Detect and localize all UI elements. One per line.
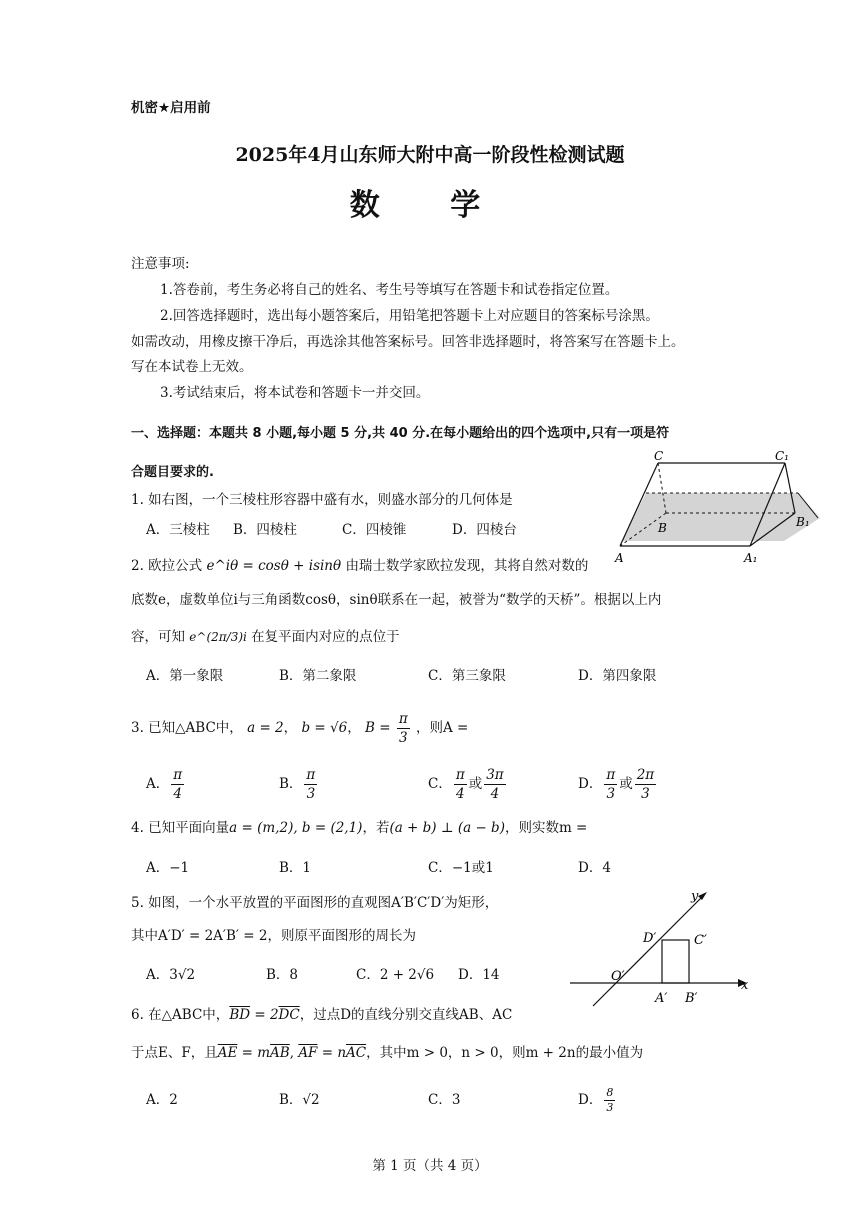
euler-formula: e^iθ = cosθ + isinθ — [206, 558, 342, 574]
q2-line2: 底数e，虚数单位i与三角函数cosθ，sinθ联系在一起，被誉为“数学的天桥”。根据以上内 — [131, 592, 662, 608]
q6-vec-ac: $\overline{AC}$ — [346, 1045, 367, 1061]
section1-heading-cont: 合题目要求的. — [131, 465, 214, 480]
q1-stem: 1. 如右图，一个三棱柱形容器中盛有水，则盛水部分的几何体是 — [131, 492, 513, 508]
notice-item-1: 1.答卷前，考生务必将自己的姓名、考生号等填写在答题卡和试卷指定位置。 — [160, 282, 619, 298]
q6-option-d — [578, 1080, 617, 1120]
page-footer: 第 1 页（共 4 页） — [372, 1158, 488, 1174]
q3-option-d-label: D． — [578, 776, 603, 792]
q3-option-d — [578, 764, 658, 804]
q3-option-b-label: B． — [279, 776, 303, 792]
q6-d-den: 3 — [606, 1101, 614, 1114]
q2-line3 — [131, 627, 400, 647]
q5-line2: 其中A′D′ = 2A′B′ = 2，则原平面图形的周长为 — [131, 928, 416, 944]
q3-d-num2: 2π — [636, 767, 655, 783]
q6-option-b: B．√2 — [279, 1092, 320, 1108]
q6-comma: , — [289, 1045, 299, 1061]
q4-stem-a: 4. 已知平面向量 — [131, 820, 230, 836]
q2-option-d: D．第四象限 — [578, 668, 657, 684]
fig5-label-a: A′ — [655, 991, 668, 1006]
fig1-label-c: C — [654, 449, 664, 463]
q3-frac-num: π — [398, 711, 408, 727]
q3-option-c — [428, 764, 508, 804]
intuitive-figure — [565, 882, 760, 1007]
q4-option-c: C．−1或1 — [428, 860, 494, 876]
q2-option-b: B．第二象限 — [279, 668, 357, 684]
q4-stem — [131, 818, 587, 838]
fig1-label-b1: B₁ — [796, 515, 810, 529]
q3-option-b — [279, 764, 319, 804]
q3-b-num: π — [306, 767, 316, 783]
q3-cond-a: a = 2 — [247, 720, 284, 736]
q3-c-num: π — [455, 767, 465, 783]
q6-line2-a: 于点E、F，且 — [131, 1045, 218, 1061]
q1-option-d: D．四棱台 — [452, 522, 517, 538]
q3-frac — [397, 710, 410, 747]
q2-exp-formula: e^(2π/3)i — [189, 630, 247, 644]
q6-vec-af: $\overline{AF}$ — [298, 1045, 318, 1061]
q5-option-d: D．14 — [458, 967, 500, 983]
notice-item-2: 2.回答选择题时，选出每小题答案后，用铅笔把答题卡上对应题目的答案标号涂黑。 — [160, 308, 659, 324]
q6-line1-b: ，过点D的直线分别交直线AB、AC — [299, 1007, 513, 1023]
q6-eq2: = n — [317, 1045, 347, 1061]
prism-figure — [610, 448, 820, 573]
exam-title: 2025年4月山东师大附中高一阶段性检测试题 — [235, 144, 625, 166]
q4-option-d: D．4 — [578, 860, 611, 876]
q6-vec-ae: $\overline{AE}$ — [217, 1045, 238, 1061]
q2-option-a: A．第一象限 — [146, 668, 224, 684]
q2-line1-a: 2. 欧拉公式 — [131, 558, 203, 574]
q3-c-den: 4 — [455, 786, 465, 802]
q6-line1 — [131, 1005, 512, 1025]
secret-label: 机密★启用前 — [131, 100, 211, 116]
q3-c-or: 或 — [468, 776, 483, 792]
fig5-label-x: x — [741, 978, 749, 993]
q5-option-c: C．2 + 2√6 — [356, 967, 435, 983]
section1-heading: 一、选择题：本题共 8 小题,每小题 5 分,共 40 分.在每小题给出的四个选项中,只有一项是符 — [131, 426, 670, 441]
q6-line2-b: ，其中m > 0，n > 0，则m + 2n的最小值为 — [366, 1045, 644, 1061]
q5-line1: 5. 如图，一个水平放置的平面图形的直观图A′B′C′D′为矩形， — [131, 895, 499, 911]
q3-option-c-label: C． — [428, 776, 452, 792]
q3-option-a-label: A． — [146, 776, 170, 792]
q4-vectors: a = (m,2), b = (2,1) — [229, 820, 363, 836]
q3-a-den: 4 — [173, 786, 182, 802]
q6-line1-a: 6. 在△ABC中， — [131, 1007, 230, 1023]
notice-item-2-cont: 如需改动，用橡皮擦干净后，再选涂其他答案标号。回答非选择题时，将答案写在答题卡上。 — [131, 334, 685, 350]
q3-cond-b: b = √6 — [301, 720, 348, 736]
q6-option-c: C．3 — [428, 1092, 461, 1108]
fig5-label-o: O′ — [611, 969, 625, 984]
q5-option-a: A．3√2 — [146, 967, 196, 983]
q6-vec-bd: $\overline{BD}$ — [229, 1007, 251, 1023]
q3-cond-angle: B = — [364, 720, 391, 736]
fig5-label-c: C′ — [694, 933, 707, 948]
notice-item-3: 3.考试结束后，将本试卷和答题卡一并交回。 — [160, 385, 430, 401]
q4-condition: (a + b) ⊥ (a − b) — [389, 820, 505, 836]
q4-option-a: A．−1 — [146, 860, 190, 876]
q1-option-c: C．四棱锥 — [342, 522, 407, 538]
q6-d-num: 8 — [606, 1086, 614, 1099]
q2-line3-a: 容，可知 — [131, 629, 185, 645]
q4-stem-b: ，若 — [362, 820, 390, 836]
q3-d-den2: 3 — [641, 786, 650, 802]
q3-b-den: 3 — [306, 786, 316, 802]
q1-option-b: B．四棱柱 — [233, 522, 297, 538]
q4-option-b: B．1 — [279, 860, 312, 876]
q3-stem: 3. 已知△ABC中， a = 2， b = √6， B = $\frac{\pi}{3}$ ，则A = — [131, 711, 469, 746]
q6-eq: = 2 — [250, 1007, 279, 1023]
q2-option-c: C．第三象限 — [428, 668, 506, 684]
q6-option-a: A．2 — [146, 1092, 178, 1108]
fig5-label-d: D′ — [643, 931, 657, 946]
q3-stem-a: 3. 已知△ABC中， — [131, 720, 243, 736]
q3-a-num: π — [173, 767, 183, 783]
q3-d-or: 或 — [619, 776, 633, 792]
fig5-label-y: y — [691, 889, 699, 904]
q6-line2 — [131, 1043, 643, 1063]
q6-vec-dc: $\overline{DC}$ — [278, 1007, 300, 1023]
fig1-label-b: B — [658, 521, 667, 535]
fig1-label-a1: A₁ — [744, 551, 758, 565]
fig1-label-a: A — [615, 551, 624, 565]
q3-frac-den: 3 — [398, 730, 408, 746]
q3-c-den2: 4 — [490, 786, 500, 802]
q3-d-den: 3 — [606, 786, 616, 802]
q4-stem-c: ，则实数m = — [504, 820, 588, 836]
q2-line1-b: 由瑞士数学家欧拉发现，其将自然对数的 — [345, 558, 589, 574]
q6-eq1: = m — [237, 1045, 271, 1061]
q6-option-d-label: D． — [578, 1092, 603, 1108]
q3-stem-b: ，则A = — [415, 720, 469, 736]
q3-option-a — [146, 764, 186, 804]
notice-item-2-end: 写在本试卷上无效。 — [131, 359, 253, 375]
q3-c-num2: 3π — [486, 767, 504, 783]
q2-line1 — [131, 556, 588, 576]
q2-line3-b: 在复平面内对应的点位于 — [251, 629, 400, 645]
fig5-label-b: B′ — [685, 991, 698, 1006]
subject-title: 数 学 — [349, 188, 511, 223]
fig1-label-c1: C₁ — [775, 449, 789, 463]
q6-vec-ab: $\overline{AB}$ — [270, 1045, 290, 1061]
q1-option-a: A．三棱柱 — [146, 522, 210, 538]
q3-d-num: π — [606, 767, 616, 783]
q5-option-b: B．8 — [266, 967, 299, 983]
notice-heading: 注意事项: — [131, 256, 190, 272]
